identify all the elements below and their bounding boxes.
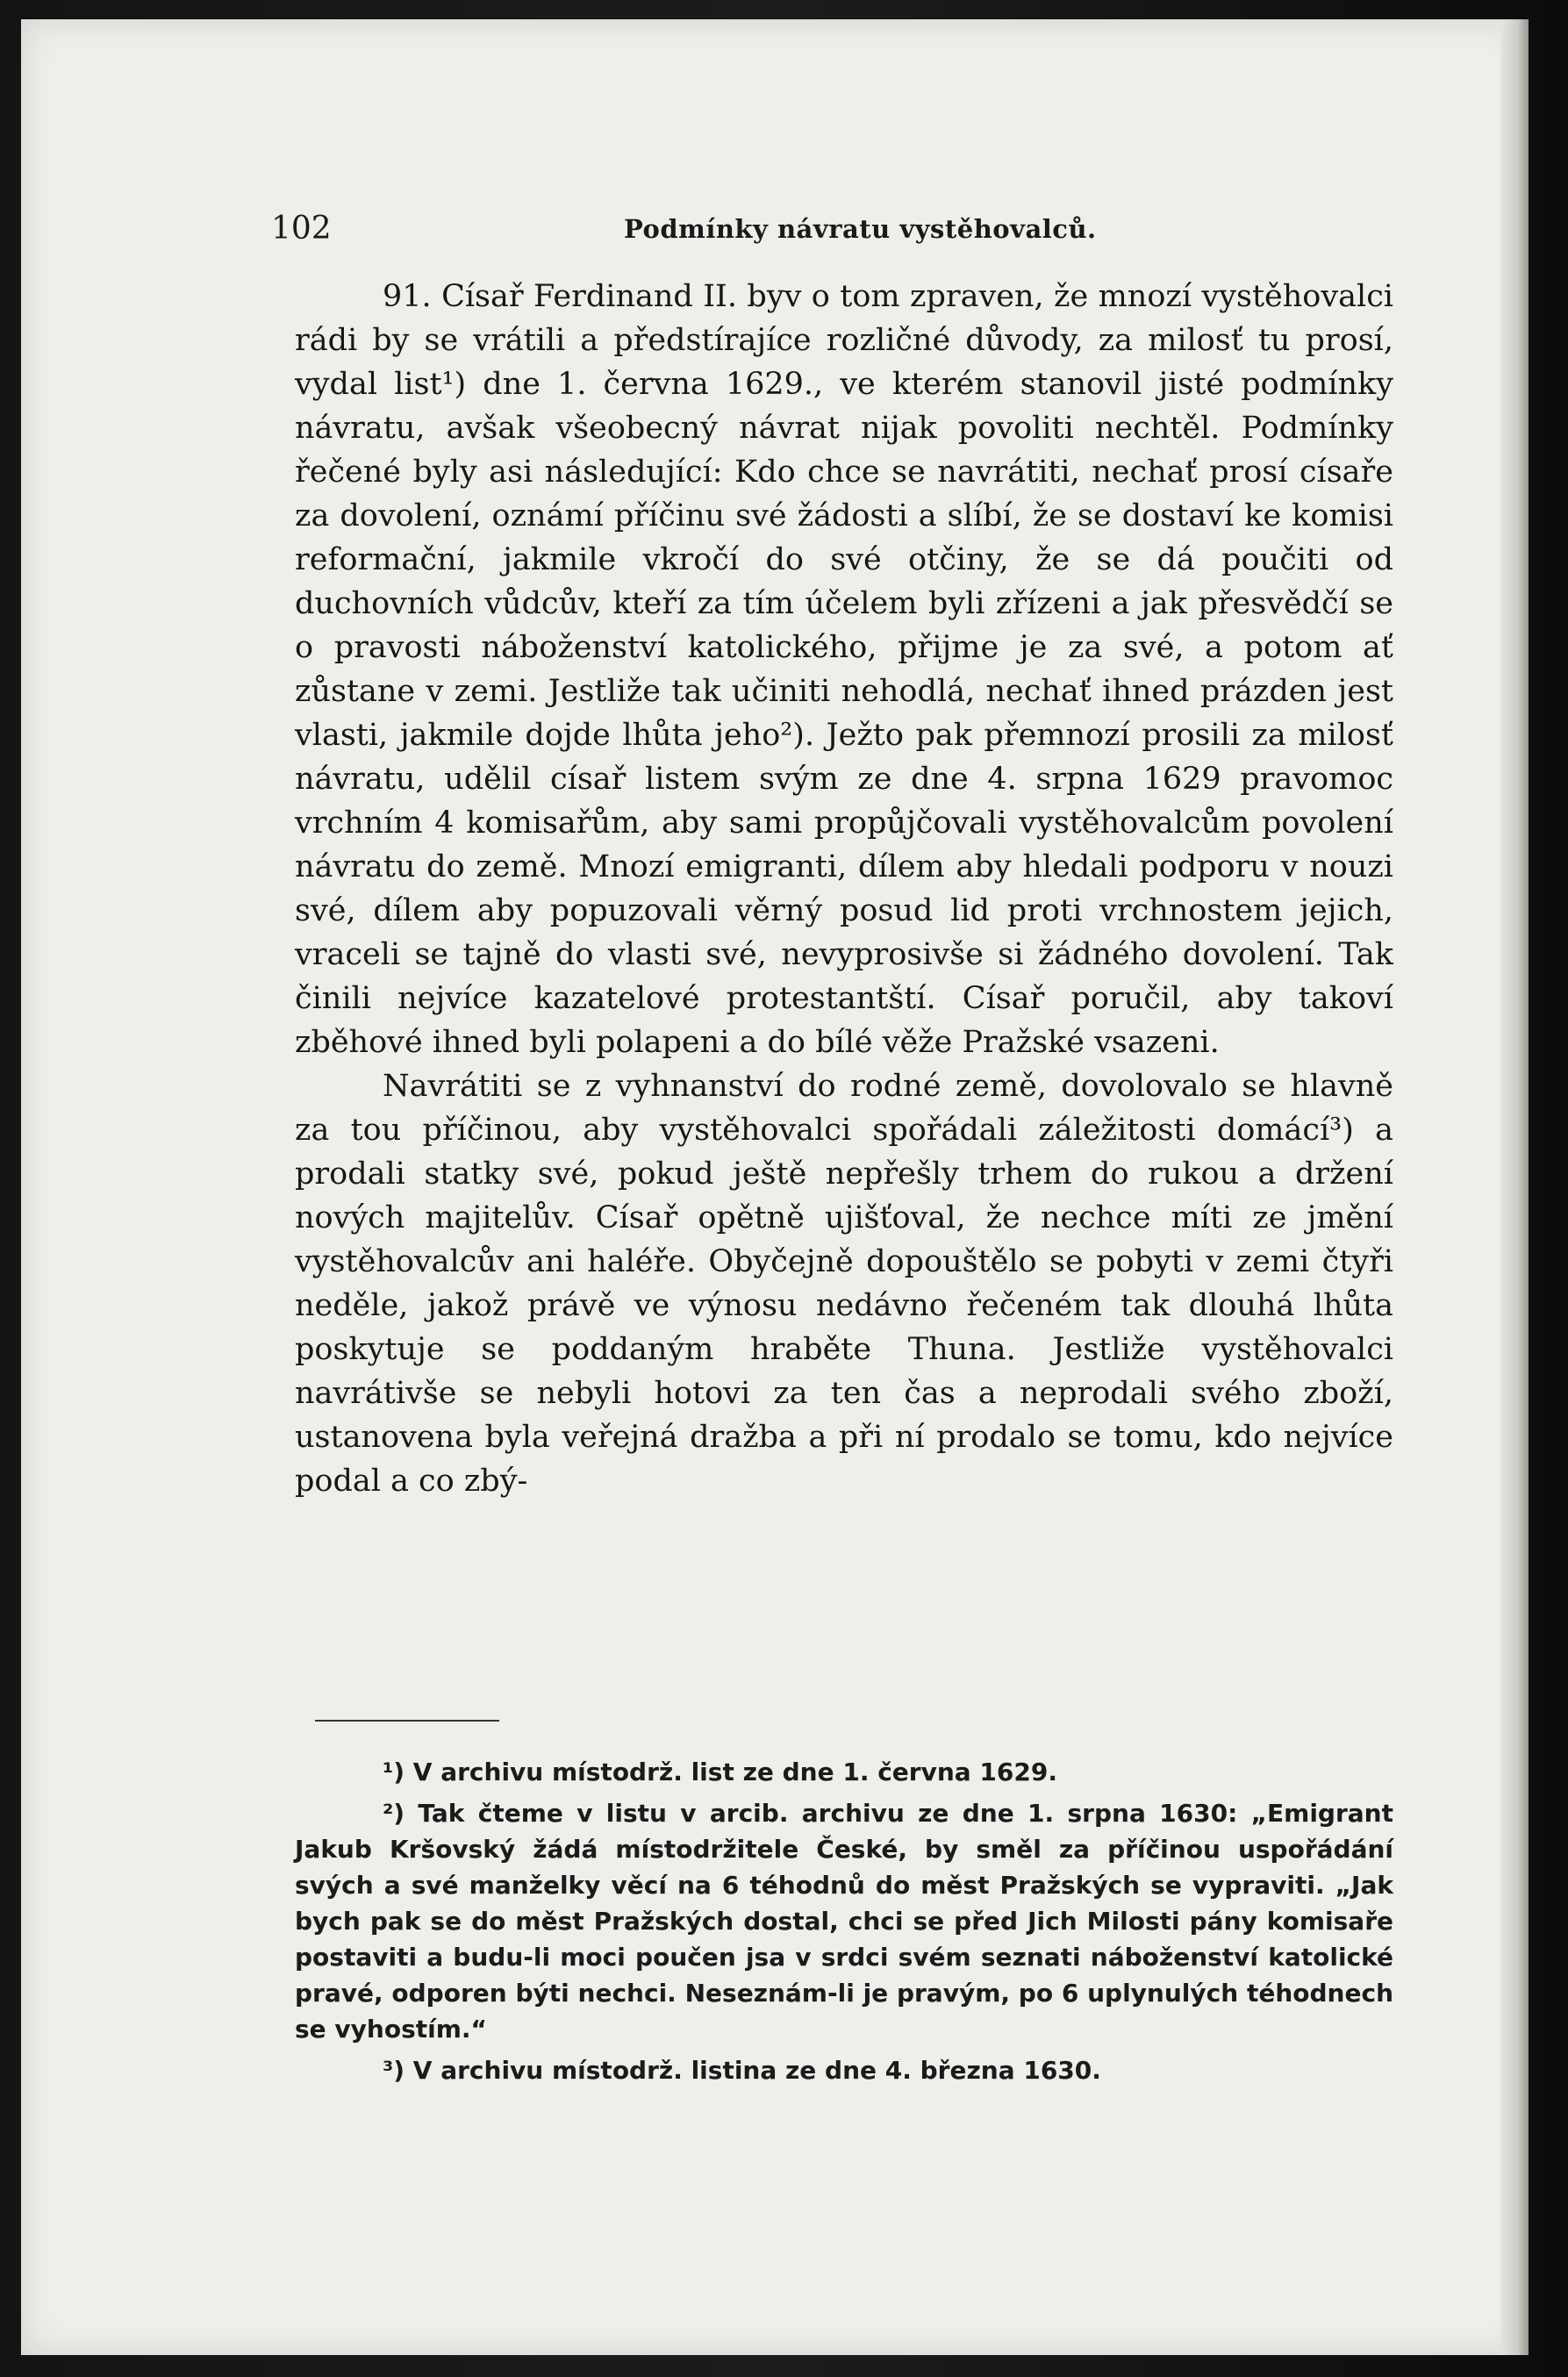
paragraph-return: Navrátiti se z vyhnanství do rodné země, dovolovalo se hlavně za tou příčinou, aby vystěhovalci spořádali záležitosti domácí³) a prodali statky své, pokud ještě nepřešly trhem do rukou a držení nových majitelův. Císař opětně ujišťoval, že nechce míti ze jmění vystěhovalcův ani haléře. Obyčejně dopouštělo se pobyti v zemi čtyři neděle, jakož právě ve výnosu nedávno řečeném tak dlouhá lhůta poskytuje se poddaným hraběte Thuna. Jestliže vystěhovalci navrátivše se nebyli hotovi za ten čas a neprodali svého zboží, ustanovena byla veřejná dražba a při ní prodalo se tomu, kdo nejvíce podal a co zbý- [295,1069,1393,1499]
paragraph-91: 91. Císař Ferdinand II. byv o tom zpraven, že mnozí vystěhovalci rádi by se vrátili a předstírajíce rozličné důvody, za milosť tu prosí, vydal list¹) dne 1. června 1629., ve kterém stanovil jisté podmínky návratu, avšak všeobecný návrat nijak povoliti nechtěl. Podmínky řečené byly asi následující: Kdo chce se navrátiti, nechať prosí císaře za dovolení, oznámí příčinu své žádosti a slíbí, že se dostaví ke komisi reformační, jakmile vkročí do své otčiny, že se dá poučiti od duchovních vůdcův, kteří za tím účelem byli zřízeni a jak přesvědčí se o pravosti náboženství katolického, přijme je za své, a potom ať zůstane v zemi. Jestliže tak učiniti nehodlá, nechať ihned prázden jest vlasti, jakmile dojde lhůta jeho²). Ježto pak přemnozí prosili za milosť návratu, udělil císař listem svým ze dne 4. srpna 1629 pravomoc vrchním 4 komisařům, aby sami propůjčovali vystěhovalcům povolení návratu do země. Mnozí emigranti, dílem aby hledali podporu v nouzi své, dílem aby popuzovali věrný posud lid proti vrchnostem jejich, vraceli se tajně do vlasti své, nevyprosivše si žádného dovolení. Tak činili nejvíce kazatelové protestantští. Císař poručil, aby takoví zběhové ihned byli polapeni a do bílé věže Pražské vsazeni. [295,279,1393,1060]
running-head: Podmínky návratu vystěhovalců. [624,214,1097,244]
footnote-divider [315,1720,499,1722]
footnote-3: ³) V archivu místodrž. listina ze dne 4. března 1630. [383,2056,1101,2085]
main-text [295,275,1393,1503]
footnotes [295,1754,1393,2094]
book-page [21,19,1529,2355]
footnote-1: ¹) V archivu místodrž. list ze dne 1. června 1629. [383,1758,1057,1786]
page-number: 102 [271,211,332,247]
page-header [271,211,1385,260]
footnote-2: ²) Tak čteme v listu v arcib. archivu ze dne 1. srpna 1630: „Emigrant Jakub Kršovský žádá místodržitele České, by směl za příčinou uspořádání svých a své manželky věcí na 6 téhodnů do měst Pražských se vypraviti. „Jak bych pak se do měst Pražských dostal, chci se před Jich Milosti pány komisaře postaviti a budu-li moci poučen jsa v srdci svém seznati náboženství katolické pravé, odporen býti nechci. Neseznám-li je pravým, po 6 uplynulých téhodnech se vyhostím.“ [295,1799,1393,2044]
page-edge-shadow [1500,19,1529,2355]
